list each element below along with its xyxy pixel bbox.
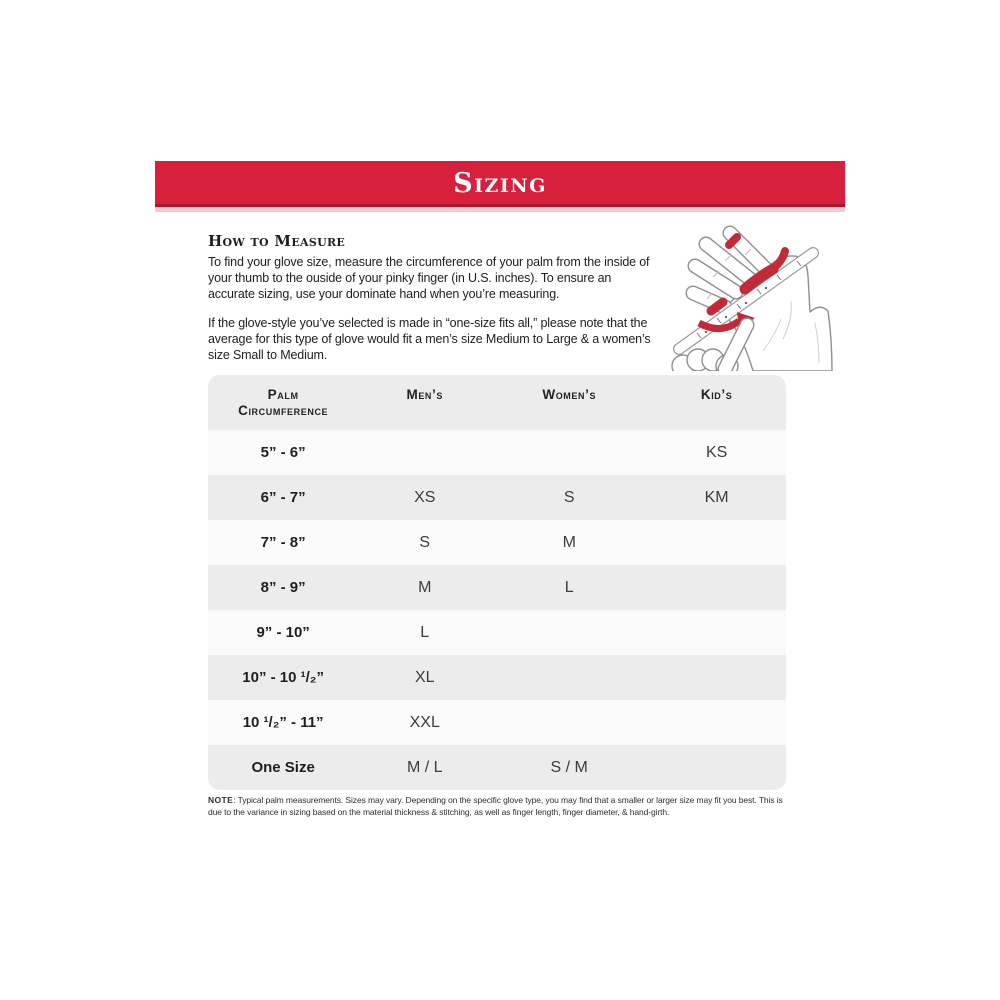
page-title: Sizing	[453, 168, 547, 199]
table-row	[208, 700, 786, 745]
womens-cell: M	[562, 533, 576, 551]
mens-cell: S	[419, 533, 431, 551]
table-body	[208, 430, 786, 790]
mens-cell: XL	[414, 668, 435, 686]
mens-cell: M	[418, 578, 432, 596]
womens-cell: S	[563, 488, 575, 506]
palm-cell: 8” - 9”	[260, 579, 306, 596]
table-row	[208, 430, 786, 475]
mens-cell: M / L	[406, 758, 443, 776]
womens-cell: L	[564, 578, 574, 596]
palm-cell: 7” - 8”	[260, 534, 306, 551]
one-size-note-paragraph: If the glove-style you’ve selected is made in “one-size fits all,” please note that the average for this type of glove would fit a men’s size Medium to Large & a women’s size Small to Medium.	[208, 316, 651, 362]
column-header-palm-circumference: Palm Circumference	[238, 387, 329, 418]
mens-cell: L	[420, 623, 430, 641]
measure-instructions-paragraph: To find your glove size, measure the circumference of your palm from the inside of your thumb to the ouside of your pinky finger (in U.S. inches). To ensure an accurate sizing, use your dominate hand when you’re measuring.	[208, 255, 650, 301]
how-to-measure-section	[208, 232, 656, 363]
note-label: NOTE	[208, 795, 234, 805]
how-to-measure-heading: How to Measure	[208, 232, 346, 250]
kids-cell: KS	[705, 443, 728, 461]
palm-cell: One Size	[251, 759, 315, 776]
table-row	[208, 475, 786, 520]
column-header-womens: Women’s	[542, 387, 597, 402]
table-row	[208, 655, 786, 700]
footnote	[208, 795, 790, 818]
column-header-mens: Men’s	[406, 387, 443, 402]
sizing-table	[208, 375, 786, 790]
hand-measuring-tape-illustration	[633, 219, 843, 371]
table-header-row	[208, 375, 786, 430]
palm-cell: 6” - 7”	[260, 489, 306, 506]
note-text: : Typical palm measurements. Sizes may vary. Depending on the specific glove type, you may find that a smaller or larger size may fit you best. This is due to the variance in sizing based on the material thickness & stitching, as well as finger length, finger diameter, & hand-girth.	[208, 795, 783, 817]
table-row	[208, 745, 786, 790]
table-row	[208, 565, 786, 610]
table-row	[208, 610, 786, 655]
palm-cell: 10 ¹/₂” - 11”	[242, 714, 324, 731]
sizing-banner	[155, 161, 845, 207]
palm-cell: 5” - 6”	[260, 444, 306, 461]
womens-cell: S / M	[550, 758, 588, 776]
kids-cell: KM	[704, 488, 729, 506]
column-header-kids: Kid’s	[700, 387, 733, 402]
palm-cell: 10” - 10 ¹/₂”	[242, 669, 324, 686]
palm-cell: 9” - 10”	[256, 624, 310, 641]
pointing-finger	[725, 325, 747, 369]
mens-cell: XXL	[409, 713, 440, 731]
table-row	[208, 520, 786, 565]
mens-cell: XS	[414, 488, 436, 506]
